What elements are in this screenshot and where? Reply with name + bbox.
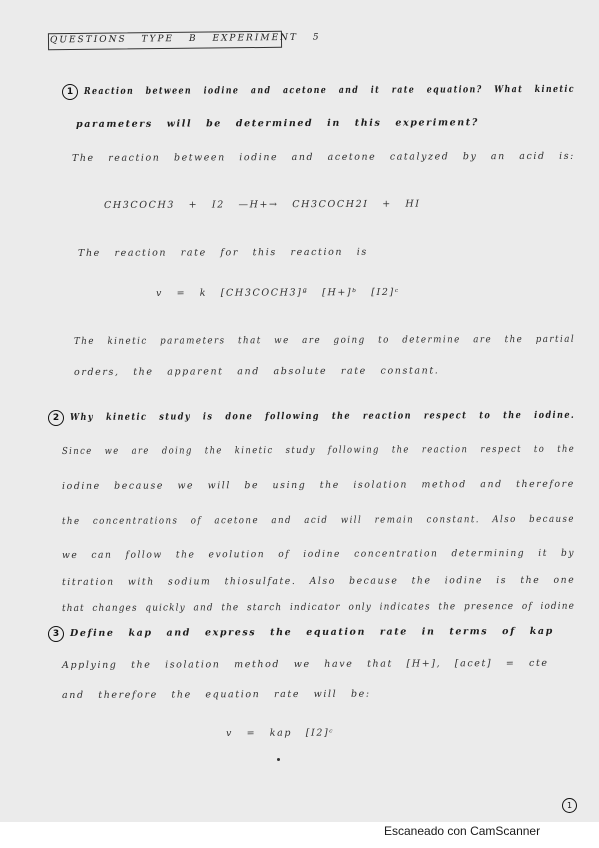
q2-answer-line-6: that changes quickly and the starch indicator only indicates the presence of iodine bbox=[61, 600, 576, 614]
q1-answer-line-3: The kinetic parameters that we are going to determine are the partial bbox=[73, 333, 576, 347]
q2-answer-line-3: the concentrations of acetone and acid will remain constant. Also because bbox=[61, 513, 576, 527]
q2-answer-line-4: we can follow the evolution of iodine concentration determining it by bbox=[61, 547, 576, 561]
q2-answer-line-2: iodine because we will be using the isolation method and therefore bbox=[61, 478, 575, 492]
q3-answer-line-1: Applying the isolation method we have that [H+], [acet] = cte bbox=[61, 657, 549, 671]
q2-title-line-1: Why kinetic study is done following the reaction respect to the iodine. bbox=[69, 409, 576, 423]
q1-answer-line-4: orders, the apparent and absolute rate constant. bbox=[73, 365, 440, 378]
q2-answer-line-1: Since we are doing the kinetic study following the reaction respect to the bbox=[61, 443, 576, 457]
page-number: 1 bbox=[562, 798, 577, 813]
q3-answer-line-2: and therefore the equation rate will be: bbox=[61, 688, 371, 701]
page-header: QUESTIONS TYPE B EXPERIMENT 5 bbox=[49, 32, 321, 46]
camscanner-watermark: Escaneado con CamScanner bbox=[384, 824, 541, 838]
q3-title-line-1: Define kap and express the equation rate in terms of kap bbox=[69, 625, 554, 639]
question-1-number: 1 bbox=[62, 84, 78, 100]
question-3-number: 3 bbox=[48, 626, 64, 642]
q1-equation: CH3COCH3 + I2 —H+→ CH3COCH2I + HI bbox=[103, 198, 421, 211]
q1-title-line-1: Reaction between iodine and acetone and it rate equation? What kinetic bbox=[83, 83, 575, 97]
ink-dot bbox=[277, 758, 280, 761]
q1-answer-line-2: The reaction rate for this reaction is bbox=[77, 246, 368, 259]
q1-title-line-2: parameters will be determined in this experiment? bbox=[75, 117, 479, 130]
question-2-number: 2 bbox=[48, 410, 64, 426]
q2-answer-line-5: titration with sodium thiosulfate. Also because the iodine is the one bbox=[61, 574, 576, 588]
q3-rate-equation: v = kap [I2]ᶜ bbox=[225, 727, 335, 739]
q1-rate-law: v = k [CH3COCH3]ª [H+]ᵇ [I2]ᶜ bbox=[155, 286, 400, 299]
q1-answer-line-1: The reaction between iodine and acetone catalyzed by an acid is: bbox=[71, 150, 575, 164]
